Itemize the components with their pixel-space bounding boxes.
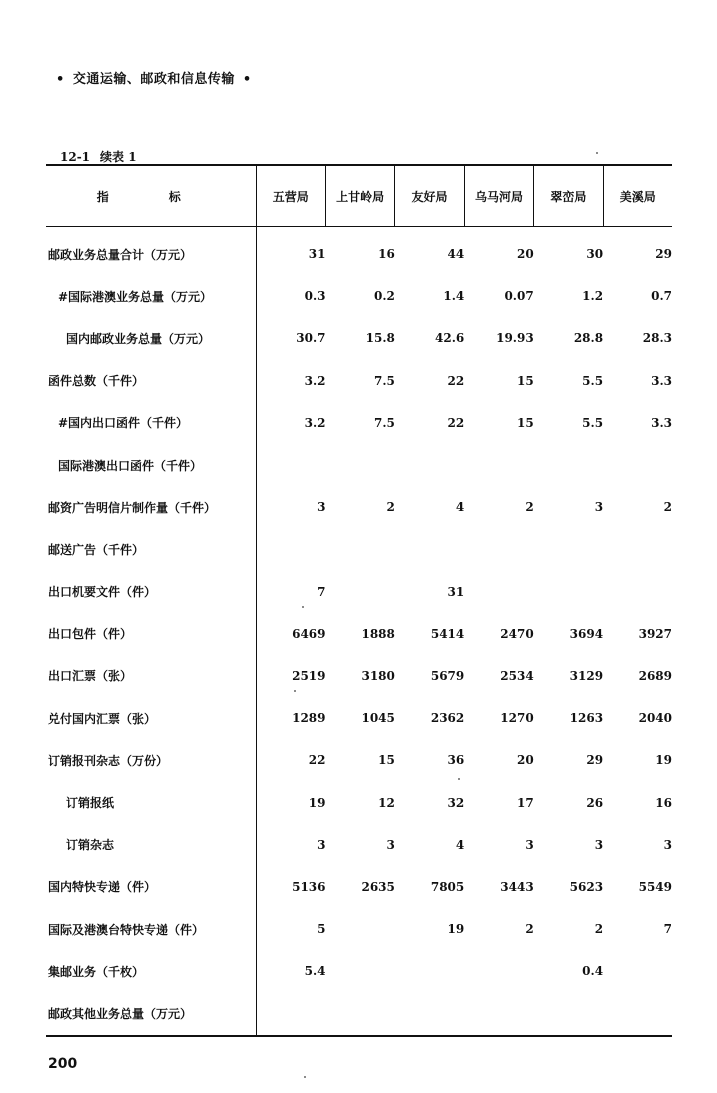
cell-value <box>464 444 533 486</box>
cell-value: 28.3 <box>642 331 672 346</box>
table-row <box>46 317 672 359</box>
table-row <box>46 655 672 697</box>
cell-value: 5.4 <box>256 950 325 992</box>
cell-value <box>464 571 533 613</box>
cell-value: 29 <box>655 247 672 262</box>
section-title: 交通运输、邮政和信息传输 <box>72 72 235 87</box>
row-label: 出口包件（件） <box>48 627 133 642</box>
cell-value: 7 <box>256 571 325 613</box>
cell-value <box>603 992 672 1035</box>
cell-value: 31 <box>447 584 465 599</box>
cell-value: 5623 <box>569 879 604 894</box>
cell-value: 15 <box>516 415 534 430</box>
table-row <box>46 992 672 1035</box>
row-label: 邮政业务总量合计（万元） <box>48 247 193 262</box>
cell-value <box>395 528 464 570</box>
column-header: 翠峦局 <box>534 165 603 227</box>
cell-value <box>326 444 395 486</box>
cell-value: 3 <box>594 500 604 515</box>
cell-value: 7 <box>663 922 672 937</box>
table-row <box>46 739 672 781</box>
cell-value <box>464 992 533 1035</box>
row-label: 出口汇票（张） <box>48 669 133 684</box>
cell-value: 28.8 <box>573 331 604 346</box>
cell-value: 1270 <box>500 711 534 726</box>
cell-value: 15 <box>516 373 534 388</box>
cell-value: 1888 <box>361 626 395 641</box>
column-header: 美溪局 <box>603 165 672 227</box>
table-row <box>46 950 672 992</box>
scan-speck <box>294 690 296 692</box>
cell-value: 2 <box>525 922 534 937</box>
table-row <box>46 571 672 613</box>
table-caption <box>60 148 147 165</box>
cell-value <box>326 528 395 570</box>
cell-value: 20 <box>516 753 534 768</box>
table-row <box>46 824 672 866</box>
cell-value: 2040 <box>638 711 672 726</box>
table-row <box>46 402 672 444</box>
row-label: 函件总数（千件） <box>48 374 145 389</box>
row-label: 订销杂志 <box>66 838 115 853</box>
cell-value: 2689 <box>638 668 672 683</box>
cell-value: 0.3 <box>256 275 325 317</box>
cell-value <box>534 444 603 486</box>
table-row <box>46 866 672 908</box>
cell-value: 3927 <box>638 626 672 641</box>
cell-value: 7805 <box>430 879 465 894</box>
cell-value: 3 <box>256 824 325 866</box>
cell-value: 3129 <box>569 668 604 683</box>
cell-value <box>603 950 672 992</box>
cell-value <box>326 571 395 613</box>
table-row <box>46 528 672 570</box>
cell-value: 5 <box>256 908 325 950</box>
table-row <box>46 444 672 486</box>
cell-value: 5414 <box>430 626 465 641</box>
cell-value: 2519 <box>256 655 325 697</box>
row-label: #国内出口函件（千件） <box>58 416 189 431</box>
cell-value: 5679 <box>430 668 465 683</box>
postal-statistics-table <box>46 164 672 1037</box>
cell-value: 2 <box>386 500 395 515</box>
cell-value: 22 <box>447 415 465 430</box>
cell-value: 19.93 <box>496 331 534 346</box>
cell-value: 36 <box>447 753 465 768</box>
cell-value: 1.4 <box>443 289 465 304</box>
cell-value: 1045 <box>361 711 395 726</box>
cell-value: 1.2 <box>582 289 604 304</box>
scan-speck <box>304 1076 306 1078</box>
cell-value <box>326 908 395 950</box>
cell-value: 19 <box>655 753 672 768</box>
bullet-left: • <box>56 72 65 87</box>
cell-value: 6469 <box>256 613 325 655</box>
cell-value <box>603 444 672 486</box>
cell-value: 22 <box>447 373 465 388</box>
cell-value: 3443 <box>500 879 534 894</box>
cell-value: 3 <box>386 837 395 852</box>
cell-value: 22 <box>256 739 325 781</box>
cell-value: 26 <box>586 795 604 810</box>
row-label: 出口机要文件（件） <box>48 585 157 600</box>
cell-value <box>534 571 603 613</box>
cell-value: 4 <box>455 500 465 515</box>
cell-value: 16 <box>655 795 672 810</box>
cell-value: 12 <box>378 795 395 810</box>
cell-value <box>395 444 464 486</box>
cell-value <box>464 528 533 570</box>
cell-value <box>256 444 325 486</box>
table-header-row <box>46 165 672 227</box>
cell-value <box>603 528 672 570</box>
table-row <box>46 908 672 950</box>
column-header: 乌马河局 <box>464 165 533 227</box>
cell-value: 0.4 <box>582 964 604 979</box>
table-row <box>46 486 672 528</box>
row-label: 邮政其他业务总量（万元） <box>46 992 256 1035</box>
cell-value: 3 <box>594 837 604 852</box>
cell-value: 3694 <box>569 626 604 641</box>
cell-value <box>534 992 603 1035</box>
section-header <box>48 68 260 87</box>
cell-value: 16 <box>378 247 395 262</box>
cell-value: 5549 <box>638 879 672 894</box>
bullet-right: • <box>242 72 252 87</box>
column-header: 友好局 <box>395 165 464 227</box>
row-label: 国际及港澳台特快专递（件） <box>48 922 205 937</box>
cell-value: 4 <box>455 837 465 852</box>
cell-value: 5.5 <box>582 415 604 430</box>
cell-value: 2534 <box>500 668 534 683</box>
row-label: #国际港澳业务总量（万元） <box>58 289 213 304</box>
row-label: 邮资广告明信片制作量（千件） <box>48 500 217 515</box>
table-row <box>46 613 672 655</box>
cell-value: 1289 <box>256 697 325 739</box>
table-row <box>46 697 672 739</box>
cell-value: 3 <box>525 837 534 852</box>
cell-value <box>464 950 533 992</box>
cell-value: 19 <box>447 922 465 937</box>
row-label: 国际港澳出口函件（千件） <box>58 458 203 473</box>
cell-value: 29 <box>586 753 604 768</box>
row-label: 国内特快专递（件） <box>48 880 157 895</box>
cell-value: 2 <box>594 922 604 937</box>
cell-value: 15 <box>378 753 395 768</box>
table-row <box>46 781 672 823</box>
cell-value: 0.2 <box>373 289 395 304</box>
cell-value: 3.3 <box>651 415 672 430</box>
cell-value <box>326 992 395 1035</box>
cell-value: 2362 <box>430 711 465 726</box>
row-label: 邮送广告（千件） <box>48 542 145 557</box>
cell-value <box>326 950 395 992</box>
cell-value <box>395 950 464 992</box>
scan-speck <box>302 606 304 608</box>
table-row <box>46 360 672 402</box>
cell-value: 30.7 <box>256 317 325 359</box>
table-body <box>46 227 672 1036</box>
cell-value: 3.3 <box>651 373 672 388</box>
cell-value: 3 <box>256 486 325 528</box>
table-row <box>46 275 672 317</box>
cell-value: 2470 <box>500 626 534 641</box>
cell-value: 2 <box>663 500 672 515</box>
cell-value: 19 <box>256 781 325 823</box>
column-header: 五营局 <box>256 165 325 227</box>
cell-value: 44 <box>447 247 465 262</box>
cell-value: 30 <box>586 247 604 262</box>
cell-value: 5136 <box>256 866 325 908</box>
table-row <box>46 227 672 276</box>
cell-value <box>534 528 603 570</box>
cell-value: 3.2 <box>256 360 325 402</box>
scan-speck <box>458 778 460 780</box>
column-header: 上甘岭局 <box>326 165 395 227</box>
table-name: 续表 1 <box>100 150 137 164</box>
cell-value: 15.8 <box>365 331 395 346</box>
cell-value: 2635 <box>361 879 395 894</box>
cell-value: 3 <box>663 837 672 852</box>
row-label: 国内邮政业务总量（万元） <box>66 331 211 346</box>
row-label: 集邮业务（千枚） <box>48 964 145 979</box>
row-label: 订销报纸 <box>66 796 115 811</box>
cell-value: 5.5 <box>582 373 604 388</box>
cell-value <box>256 992 325 1035</box>
cell-value: 1263 <box>569 711 604 726</box>
cell-value <box>395 992 464 1035</box>
cell-value: 17 <box>516 795 534 810</box>
cell-value: 0.7 <box>651 289 672 304</box>
column-header-indicator: 指 标 <box>46 165 256 227</box>
row-label: 订销报刊杂志（万份） <box>48 753 169 768</box>
cell-value: 7.5 <box>373 415 395 430</box>
table-code: 12-1 <box>60 150 91 164</box>
cell-value: 3180 <box>361 668 395 683</box>
scan-speck <box>596 152 598 154</box>
cell-value: 3.2 <box>256 402 325 444</box>
cell-value: 7.5 <box>373 373 395 388</box>
cell-value: 0.07 <box>504 289 534 304</box>
cell-value: 32 <box>447 795 465 810</box>
cell-value <box>256 528 325 570</box>
page-number: 200 <box>48 1056 78 1072</box>
cell-value: 31 <box>256 227 325 276</box>
cell-value: 42.6 <box>435 331 465 346</box>
cell-value: 2 <box>525 500 534 515</box>
cell-value: 20 <box>516 247 534 262</box>
cell-value <box>603 571 672 613</box>
row-label: 兑付国内汇票（张） <box>48 711 157 726</box>
